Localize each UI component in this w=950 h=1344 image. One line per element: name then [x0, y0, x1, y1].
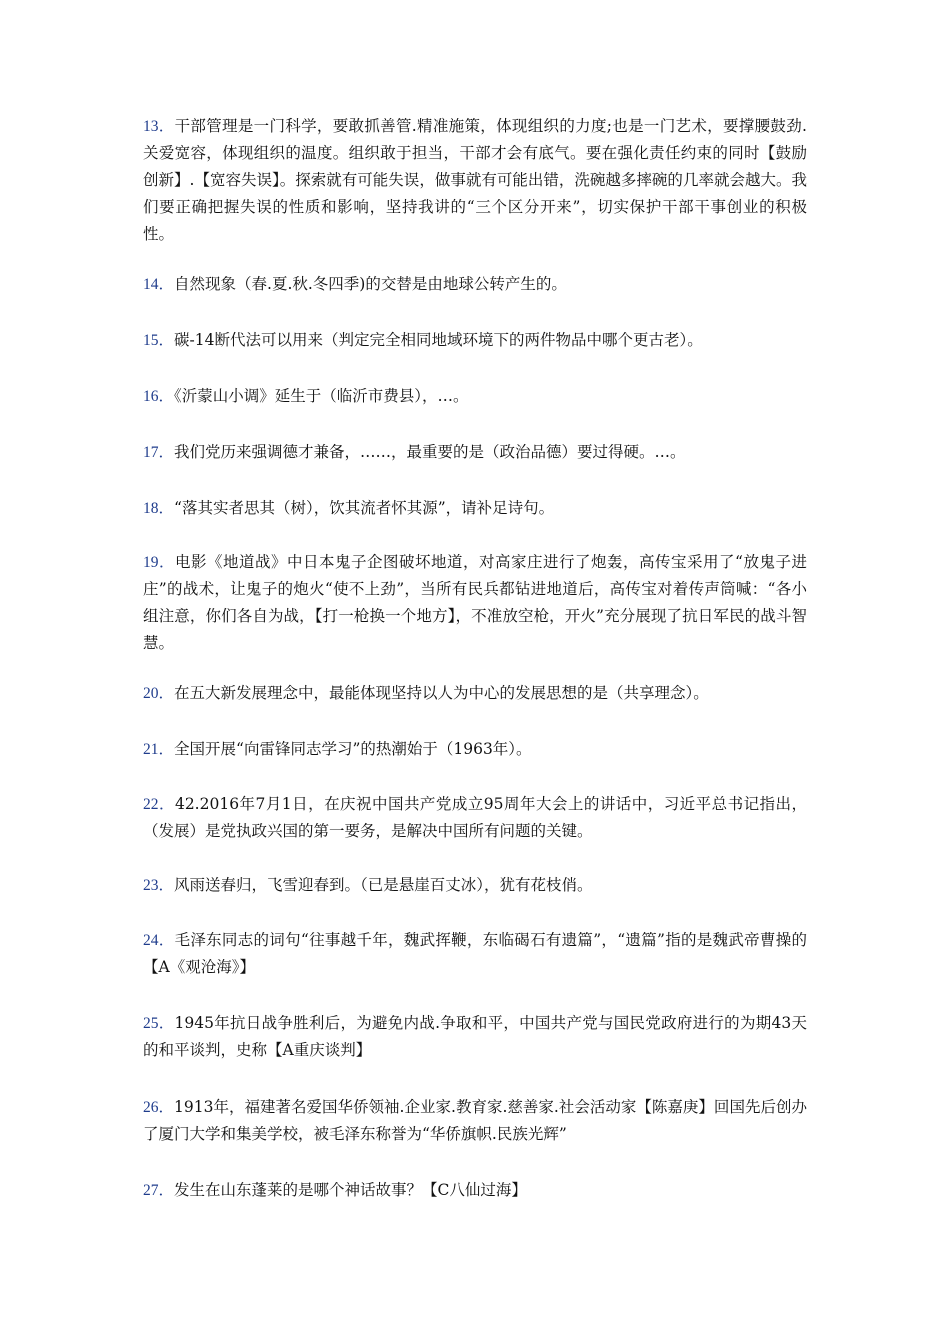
item-number: 24．	[143, 932, 175, 949]
item-text: 在五大新发展理念中，最能体现坚持以人为中心的发展思想的是（共享理念）。	[174, 684, 709, 702]
question-item-21	[143, 736, 807, 763]
question-item-22	[143, 791, 807, 845]
item-text: 发生在山东蓬莱的是哪个神话故事？【C八仙过海】	[174, 1181, 527, 1199]
item-number: 13．	[143, 118, 175, 135]
question-item-18	[143, 495, 807, 522]
question-item-27	[143, 1177, 807, 1204]
item-text: 自然现象（春.夏.秋.冬四季)的交替是由地球公转产生的。	[174, 275, 567, 293]
question-item-15	[143, 327, 807, 354]
item-text: 毛泽东同志的词句“往事越千年，魏武挥鞭，东临碣石有遗篇”，“遗篇”指的是魏武帝曹操的【A《观沧海》】	[143, 931, 807, 976]
question-item-16	[143, 383, 807, 410]
item-number: 16．	[143, 388, 175, 405]
item-number: 19．	[143, 554, 176, 571]
question-item-20	[143, 680, 807, 707]
question-item-17	[143, 439, 807, 466]
item-text: 《沂蒙山小调》延生于（临沂市费县），…。	[174, 387, 469, 405]
item-text: 电影《地道战》中日本鬼子企图破坏地道，对高家庄进行了炮轰，高传宝采用了“放鬼子进庄”的战术，让鬼子的炮火“使不上劲”，当所有民兵都钻进地道后，高传宝对着传声筒喊：“各小组注意，你们各自为战，【打一枪换一个地方】，不准放空枪，开火”充分展现了抗日军民的战斗智慧。	[143, 553, 807, 652]
item-number: 18．	[143, 500, 175, 517]
item-number: 26．	[143, 1099, 175, 1116]
item-text: 碳-14断代法可以用来（判定完全相同地域环境下的两件物品中哪个更古老）。	[174, 331, 703, 349]
item-text: 风雨送春归，飞雪迎春到。（已是悬崖百丈冰），犹有花枝俏。	[174, 876, 593, 894]
item-number: 22．	[143, 796, 175, 813]
question-item-24	[143, 927, 807, 981]
item-number: 17．	[143, 444, 175, 461]
item-number: 23．	[143, 877, 175, 894]
question-item-13	[143, 113, 807, 248]
question-item-14	[143, 271, 807, 298]
question-item-19	[143, 549, 807, 657]
question-item-25	[143, 1010, 807, 1064]
item-text: 1945年抗日战争胜利后，为避免内战.争取和平，中国共产党与国民党政府进行的为期43天的和平谈判，史称【A重庆谈判】	[143, 1014, 807, 1059]
question-item-23	[143, 872, 807, 899]
item-number: 25．	[143, 1015, 175, 1032]
item-number: 20．	[143, 685, 175, 702]
item-text: 全国开展“向雷锋同志学习”的热潮始于（1963年）。	[174, 740, 532, 758]
item-number: 15．	[143, 332, 175, 349]
item-number: 14．	[143, 276, 175, 293]
item-text: 42.2016年7月1日，在庆祝中国共产党成立95周年大会上的讲话中，习近平总书记指出，（发展）是党执政兴国的第一要务，是解决中国所有问题的关键。	[143, 795, 807, 840]
item-text: 干部管理是一门科学，要敢抓善管.精准施策，体现组织的力度;也是一门艺术，要撑腰鼓劲.关爱宽容，体现组织的温度。组织敢于担当，干部才会有底气。要在强化责任约束的同时【鼓励创新】.【宽容失误】。探索就有可能失误，做事就有可能出错，洗碗越多摔碗的几率就会越大。我们要正确把握失误的性质和影响，坚持我讲的“三个区分开来”，切实保护干部干事创业的积极性。	[143, 117, 807, 243]
item-number: 21．	[143, 741, 175, 758]
item-text: 1913年，福建著名爱国华侨领袖.企业家.教育家.慈善家.社会活动家【陈嘉庚】回国先后创办了厦门大学和集美学校，被毛泽东称誉为“华侨旗帜.民族光辉”	[143, 1098, 807, 1143]
item-text: “落其实者思其（树），饮其流者怀其源”，请补足诗句。	[174, 499, 555, 517]
item-text: 我们党历来强调德才兼备，……，最重要的是（政治品德）要过得硬。…。	[174, 443, 686, 461]
question-item-26	[143, 1094, 807, 1148]
item-number: 27．	[143, 1182, 175, 1199]
